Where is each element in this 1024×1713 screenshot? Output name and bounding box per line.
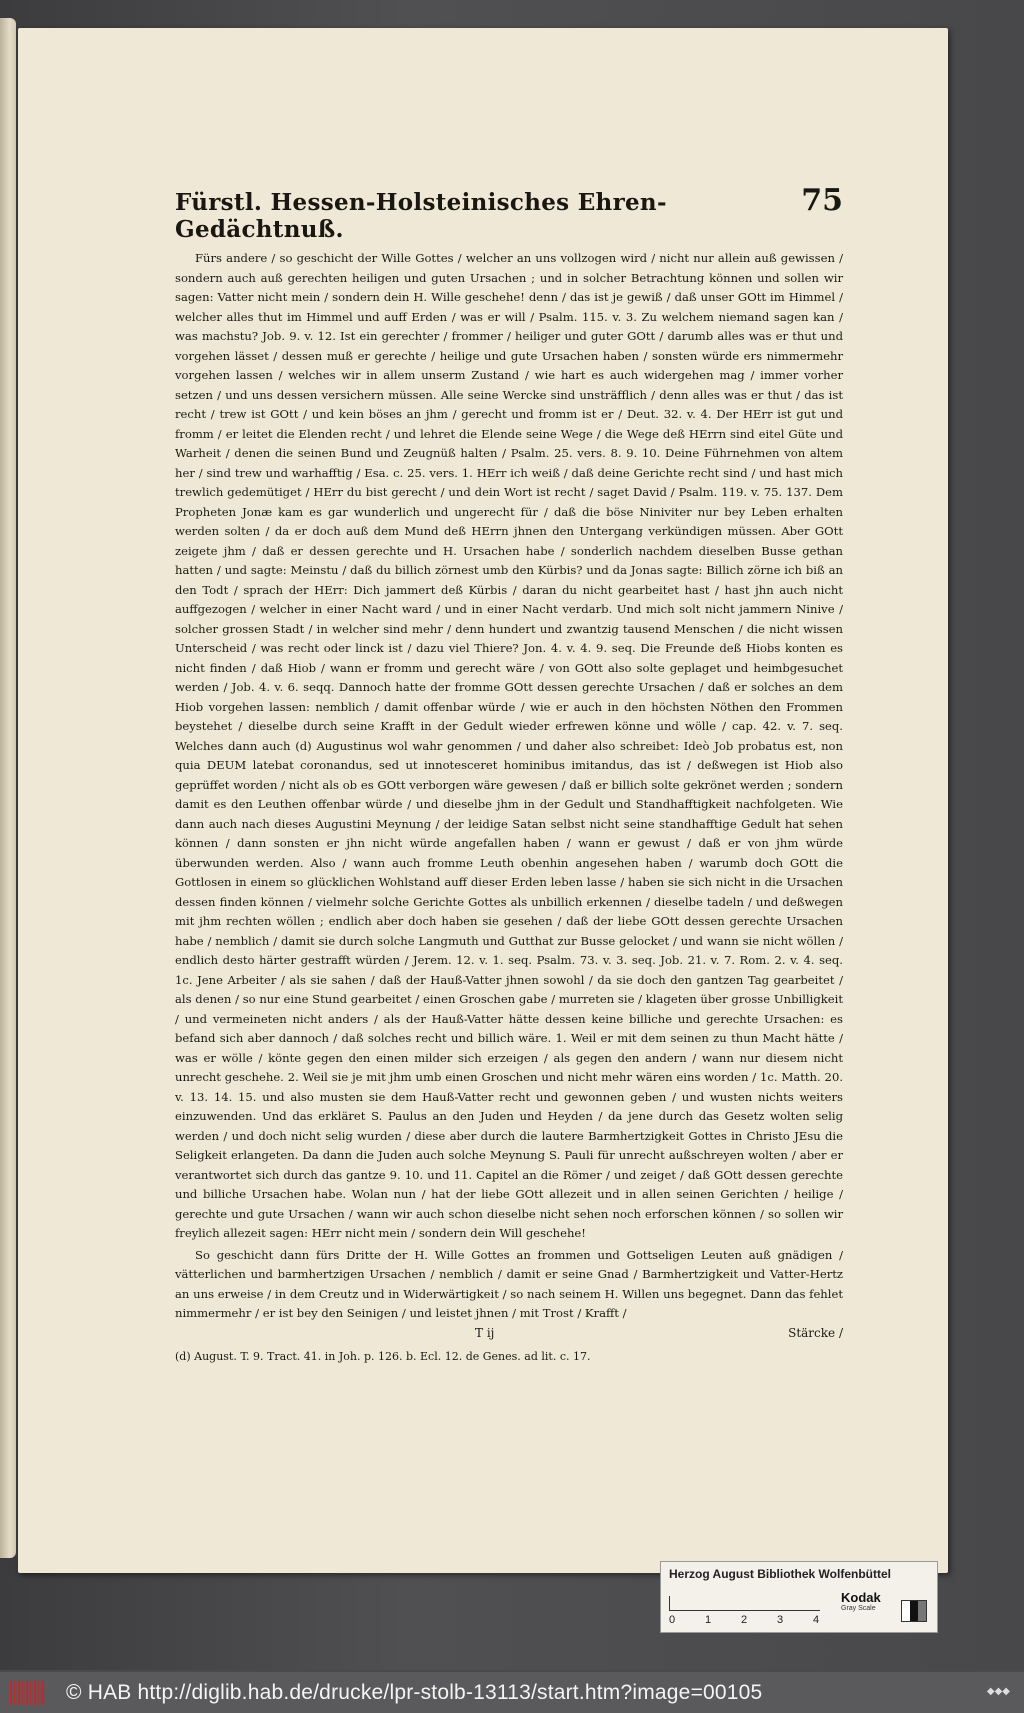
page-number: 75 — [801, 183, 843, 218]
barcode-icon — [10, 1681, 46, 1705]
grayscale-label: Gray Scale — [841, 1605, 876, 1612]
scale-tick-label: 0 — [669, 1614, 676, 1626]
page-text-block — [175, 183, 843, 1363]
footer-mark: ◆◆◆ — [986, 1686, 1010, 1697]
scale-tick-label: 4 — [813, 1614, 820, 1626]
signature-line — [175, 1326, 843, 1340]
book-page — [18, 28, 948, 1573]
source-url[interactable]: © HAB http://diglib.hab.de/drucke/lpr-stolb-13113/start.htm?image=00105 — [66, 1680, 763, 1704]
colorbar-scale — [669, 1592, 829, 1628]
scale-tick-label: 1 — [705, 1614, 712, 1626]
running-title: Fürstl. Hessen-Holsteinisches Ehren-Gedächtnuß. — [175, 189, 667, 243]
footnote: (d) August. T. 9. Tract. 41. in Joh. p. 126. b. Ecl. 12. de Genes. ad lit. c. 17. — [175, 1349, 591, 1363]
scale-line — [669, 1596, 820, 1611]
gray-swatch — [901, 1600, 927, 1622]
signature-mark: T ij — [475, 1325, 495, 1340]
running-head — [175, 183, 843, 243]
kodak-brand: Kodak — [841, 1590, 881, 1605]
colorbar-title: Herzog August Bibliothek Wolfenbüttel — [669, 1567, 891, 1581]
color-calibration-bar — [660, 1561, 938, 1633]
footer-bar — [0, 1672, 1024, 1713]
paragraph: Fürs andere / so geschicht der Wille Gottes / welcher an uns vollzogen wird / nicht nur allein auß gewissen / sondern auch auß gerechten heiligen und guten Ursachen ; und in solcher Betrachtung können und sollen wir sagen: Vatter nicht mein / sondern dein H. Wille geschehe! denn / das ist je gewiß / daß unser GOtt im Himmel / welcher alles thut im Himmel und auff Erden / was er will / Psalm. 115. v. 3. Zu welchem niemand sagen kan / was machstu? Job. 9. v. 12. Ist ein gerechter / frommer / heiliger und guter GOtt / darumb alles was er thut und vorgehen lässet / dessen muß er gerechte / heilige und gute Ursachen haben / sonsten würde ers nimmermehr vorgehen lassen / welches wir in allem unserm Zustand / wie hart es auch widergehen mag / immer vorher setzen / und uns dessen versichern müssen. Alle seine Wercke sind unsträfflich / denn alles was er thut / das ist recht / trew ist GOtt / und kein böses an jhm / gerecht und fromm ist er / Deut. 32. v. 4. Der HErr ist gut und fromm / er leitet die Elenden recht / und lehret die Elende seine Wege / die Wege deß HErrn sind eitel Güte und Warheit / denen die seinen Bund und Zeugnüß halten / Psalm. 25. vers. 8. 9. 10. Deine Führnehmen von altem her / sind trew und warhafftig / Esa. c. 25. vers. 1. HErr ich weiß / daß deine Gerichte recht sind / und hast mich trewlich gedemütiget / HErr du bist gerecht / und dein Wort ist recht / saget David / Psalm. 119. v. 75. 137. Dem Propheten Jonæ kam es gar wunderlich und ungerecht für / daß die böse Niniviter nur bey Leben erhalten werden solten / da er doch auß dem Mund deß HErrn jhnen den Untergang verkündigen müssen. Aber GOtt zeigete jhm / daß er dessen gerechte und H. Ursachen habe / sonderlich nachdem dieselben Busse gethan hatten / und sagte: Meinstu / daß du billich zörnest umb den Kürbis? und da Jonas sagte: Billich zörne ich biß an den Todt / sprach der HErr: Dich jammert deß Kürbis / daran du nicht gearbeitet hast / hast jhn auch nicht auffgezogen / welcher in einer Nacht ward / und in einer Nacht verdarb. Und mich solt nicht jammern Ninive / solcher grossen Stadt / in welcher sind mehr / denn hundert und zwantzig tausend Menschen / die nicht wissen Unterscheid / was recht oder linck ist / dazu viel Thiere? Jon. 4. v. 4. 9. seq. Die Freunde deß Hiobs konten es nicht finden / daß Hiob / wann er fromm und gerecht wäre / von GOtt also solte geplaget und heimbgesuchet werden / Job. 4. v. 6. seqq. Dannoch hatte der fromme GOtt dessen gerechte Ursachen / daß er solches an dem Hiob vorgehen lassen: nemblich / damit offenbar würde / wie er auch in den höchsten Nöthen den Frommen beystehet / dieselbe durch seine Krafft in der Gedult wieder erfrewen könne und wölle / cap. 42. v. 7. seq. Welches dann auch (d) Augustinus wol wahr genommen / und daher also schreibet: Ideò Job probatus est, non quia DEUM latebat coronandus, sed ut innotesceret hominibus imitandus, das ist / deßwegen ist Hiob also geprüffet worden / nicht als ob es GOtt verborgen wäre gewesen / daß er billich solte gekrönet werden ; sondern damit es den Leuthen offenbar würde / und dieselbe jhm in der Gedult und Standhafftigkeit nachfolgeten. Wie dann auch nach dieses Augustini Meynung / der leidige Satan selbst nicht seine standhafftige Gedult hat sehen können / dann sonsten er jhn nicht würde angefallen haben / wann er gewust / daß er von jhm würde überwunden werden. Also / wann auch fromme Leuth obenhin angesehen haben / warumb doch GOtt die Gottlosen in einem so glücklichen Wohlstand auff dieser Erden leben lasse / haben sie sich nicht in die Ursachen dessen finden können / vielmehr solche Gerichte Gottes als unbillich erkennen / dieselbe tadeln / und deßwegen mit jhm rechten wöllen ; endlich aber doch haben sie gesehen / daß der liebe GOtt dessen gerechte Ursachen habe / nemblich / damit sie durch solche Langmuth und Gutthat zur Busse gelocket / und wann sie nicht wöllen / endlich desto härter gestrafft würden / Jerem. 12. v. 1. seq. Psalm. 73. v. 3. seq. Job. 21. v. 7. Rom. 2. v. 4. seq. 1c. Jene Arbeiter / als sie sahen / daß der Hauß-Vatter jhnen sowohl / da sie doch den gantzen Tag gearbeitet / als denen / so nur eine Stund gearbeitet / einen Groschen gabe / murreten sie / klageten über grosse Unbilligkeit / und vermeineten nicht anders / als der Hauß-Vatter hätte dessen keine billiche und gerechte Ursachen: es befand sich aber dannoch / daß solches recht und billich wäre. 1. Weil er mit dem seinen zu thun Macht hätte / was er wölle / könte gegen den einen milder sich erzeigen / als gegen den andern / wann nur diesem nicht unrecht geschehe. 2. Weil sie je mit jhm umb einen Groschen und nicht mehr wären eins worden / 1c. Matth. 20. v. 13. 14. 15. und also musten sie dem Hauß-Vatter recht und gewonnen geben / und wusten nichts weiters einzuwenden. Und das erkläret S. Paulus an den Juden und Heyden / da jene durch das Gesetz wolten selig werden / und doch nicht selig wurden / diese aber durch die lautere Barmhertzigkeit Gottes in Christo JEsu die Seligkeit erlangeten. Da dann die Juden auch solche Meynung S. Pauli für unrecht außschreyen wolten / aber er verantwortet sich durch das gantze 9. 10. und 11. Capitel an die Römer / und zeiget / daß GOtt dessen gerechte und billiche Ursachen habe. Wolan nun / hat der liebe GOtt allezeit und in allen seinen Gerichten / heilige / gerechte und gute Ursachen / wann wir auch schon dieselbe nicht sehen noch erforschen können / so sollen wir freylich allezeit sagen: HErr nicht mein / sondern dein Will geschehe! — [175, 251, 843, 1240]
scale-tick-label: 2 — [741, 1614, 748, 1626]
catchword: Stärcke / — [788, 1325, 843, 1340]
kodak-label — [841, 1590, 901, 1612]
body-text — [175, 249, 843, 1324]
scale-tick-label: 3 — [777, 1614, 784, 1626]
paragraph: So geschicht dann fürs Dritte der H. Wille Gottes an frommen und Gottseligen Leuten auß gnädigen / vätterlichen und barmhertzigen Ursachen / nemblich / damit er seine Gnad / Barmhertzigkeit und Vatter-Hertz an uns erweise / in dem Creutz und in Widerwärtigkeit / so nach seinem H. Willen uns begegnet. Dann das fehlet nimmermehr / er ist bey den Seinigen / und leistet jhnen / mit Trost / Krafft / — [175, 1247, 843, 1320]
facing-page-edge — [0, 18, 16, 1558]
